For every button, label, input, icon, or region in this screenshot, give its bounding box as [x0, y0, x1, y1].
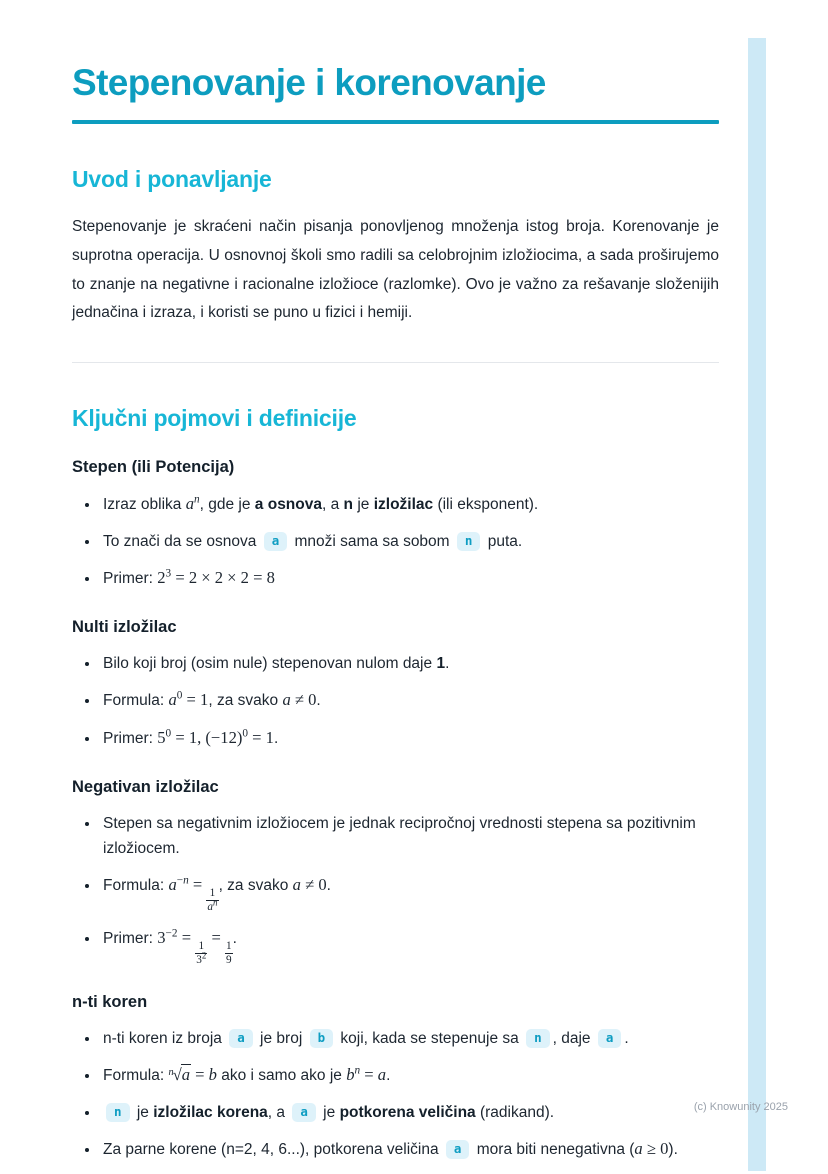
math-variable: a	[282, 690, 291, 710]
code-chip: a	[292, 1103, 316, 1122]
math-expression	[186, 494, 200, 513]
code-chip: a	[264, 532, 288, 551]
bold-text: izložilac korena	[153, 1104, 268, 1122]
page-edge-strip	[748, 38, 766, 1171]
fraction: $\frac{1}{9}$	[225, 940, 232, 967]
subsection-heading: Stepen (ili Potencija)	[72, 458, 235, 477]
page-title: Stepenovanje i korenovanje	[72, 62, 546, 103]
subsections	[72, 458, 719, 1163]
bullet-list	[72, 651, 719, 752]
document-page	[72, 62, 719, 1174]
superscript	[354, 1065, 360, 1077]
math-expression: a ≠ 0	[282, 690, 317, 710]
subsection-heading: Negativan izložilac	[72, 777, 219, 796]
math-variable: a	[292, 875, 301, 895]
math-expression: $3^{-2}$ = $\frac{1}{3^2}$ = $\frac{1}{9}$	[157, 927, 232, 967]
math-variable: a	[168, 875, 177, 895]
superscript: 0	[165, 727, 172, 740]
fraction: $\frac{1}{a^n}$	[207, 887, 218, 914]
title-underline	[72, 120, 719, 124]
code-chip: a	[229, 1029, 253, 1048]
subsection-heading: Nulti izložilac	[72, 618, 177, 637]
list-item: • Stepen sa negativnim izložiocem je jednak recipročnoj vrednosti stepena sa pozitivnim izložiocem.	[100, 811, 719, 861]
list-item: • Formula: $a^0 = 1$, za svako a ≠ 0.	[100, 687, 719, 714]
math-variable: n	[183, 874, 189, 887]
math-expression: $^n$√a = b	[168, 1065, 217, 1085]
math-variable: a	[168, 690, 177, 710]
section-divider	[72, 362, 719, 363]
math-expression: a ≥ 0	[634, 1139, 669, 1159]
math-variable: n	[354, 1064, 361, 1077]
math-variable: a	[377, 1065, 387, 1085]
bullet-list	[72, 1026, 719, 1163]
math-expression: $a^{-n}$ = $\frac{1}{a^n}$	[168, 874, 218, 914]
section-definitions	[72, 405, 719, 1163]
math-expression: $b^n = a$	[346, 1064, 387, 1085]
superscript: 0	[242, 727, 249, 740]
list-item: • Primer: $5^0 = 1$, $(-12)^0 = 1$.	[100, 725, 719, 752]
math-expression: $a^0 = 1$	[168, 689, 209, 710]
math-expression: $5^0 = 1$, $(-12)^0 = 1$	[157, 727, 274, 748]
superscript: −2	[165, 927, 178, 940]
intro-paragraph: Stepenovanje je skraćeni način pisanja ponovljenog množenja istog broja. Korenovanje je suprotna operacija. U osnovnoj školi smo radili sa celobrojnim izložiocima, a sada proširujemo to znanje na negativne i racionalne izložioce (razlomke). Ovo je važno za rešavanje složenijih jednačina i izraza, i koristi se puno u fizici i hemiji.	[72, 218, 719, 322]
math-variable: n	[213, 897, 218, 908]
section-heading-definitions: Ključni pojmovi i definicije	[72, 405, 357, 432]
bold-text: 1	[436, 655, 446, 673]
code-chip: a	[446, 1140, 470, 1159]
fraction: $\frac{1}{3^2}$	[196, 940, 207, 967]
list-item: • Za parne korene (n=2, 4, 6...), potkorena veličina a mora biti nenegativna (a ≥ 0).	[100, 1136, 719, 1163]
superscript	[194, 494, 200, 506]
math-expression: $2^3 = 2 \times 2 \times 2 = 8$	[157, 567, 275, 588]
code-chip: a	[598, 1029, 622, 1048]
superscript: 2	[201, 950, 207, 961]
math-variable: a	[207, 901, 214, 914]
code-chip: n	[106, 1103, 130, 1122]
list-item: • Primer: $2^3 = 2 \times 2 \times 2 = 8$	[100, 565, 719, 592]
math-variable: b	[346, 1065, 355, 1085]
code-chip: n	[457, 532, 481, 551]
math-expression: a ≠ 0	[292, 875, 327, 895]
math-variable: a	[181, 1065, 191, 1085]
copyright-watermark: (c) Knowunity 2025	[693, 1101, 788, 1113]
superscript: 3	[165, 567, 172, 580]
list-item: • Primer: $3^{-2}$ = $\frac{1}{3^2}$ = $\frac{1}{9}$ .	[100, 925, 719, 967]
list-item: • Izraz oblika $a^n$, gde je a osnova, a n je izložilac (ili eksponent).	[100, 491, 719, 518]
code-chip: n	[526, 1029, 550, 1048]
superscript: −n	[176, 874, 189, 887]
list-item: • To znači da se osnova a množi sama sa sobom n puta.	[100, 529, 719, 554]
section-heading-intro: Uvod i ponavljanje	[72, 166, 272, 192]
list-item: • Bilo koji broj (osim nule) stepenovan nulom daje 1.	[100, 651, 719, 676]
math-variable: a	[634, 1139, 643, 1159]
math-variable: a	[185, 494, 194, 514]
superscript: 0	[176, 689, 183, 702]
math-variable: b	[208, 1065, 217, 1085]
bold-text: n	[343, 496, 354, 514]
bullet-list	[72, 811, 719, 967]
list-item: • n-ti koren iz broja a je broj b koji, kada se stepenuje sa n , daje a .	[100, 1026, 719, 1051]
bullet-list	[72, 491, 719, 592]
code-chip: b	[310, 1029, 334, 1048]
bold-text: izložilac	[373, 496, 434, 514]
subsection-heading: n-ti koren	[72, 993, 148, 1012]
bold-text: potkorena veličina	[339, 1104, 476, 1122]
nth-root: $^n$√a	[168, 1065, 191, 1085]
bold-text: a osnova	[254, 496, 322, 514]
section-intro	[72, 166, 719, 328]
list-item: • Formula: $^n$√a = b ako i samo ako je $b^n = a$.	[100, 1062, 719, 1089]
superscript	[213, 898, 218, 908]
list-item: • n je izložilac korena, a a je potkorena veličina (radikand).	[100, 1100, 719, 1125]
math-variable: n	[194, 493, 200, 506]
list-item: • Formula: $a^{-n}$ = $\frac{1}{a^n}$ , za svako a ≠ 0.	[100, 872, 719, 914]
